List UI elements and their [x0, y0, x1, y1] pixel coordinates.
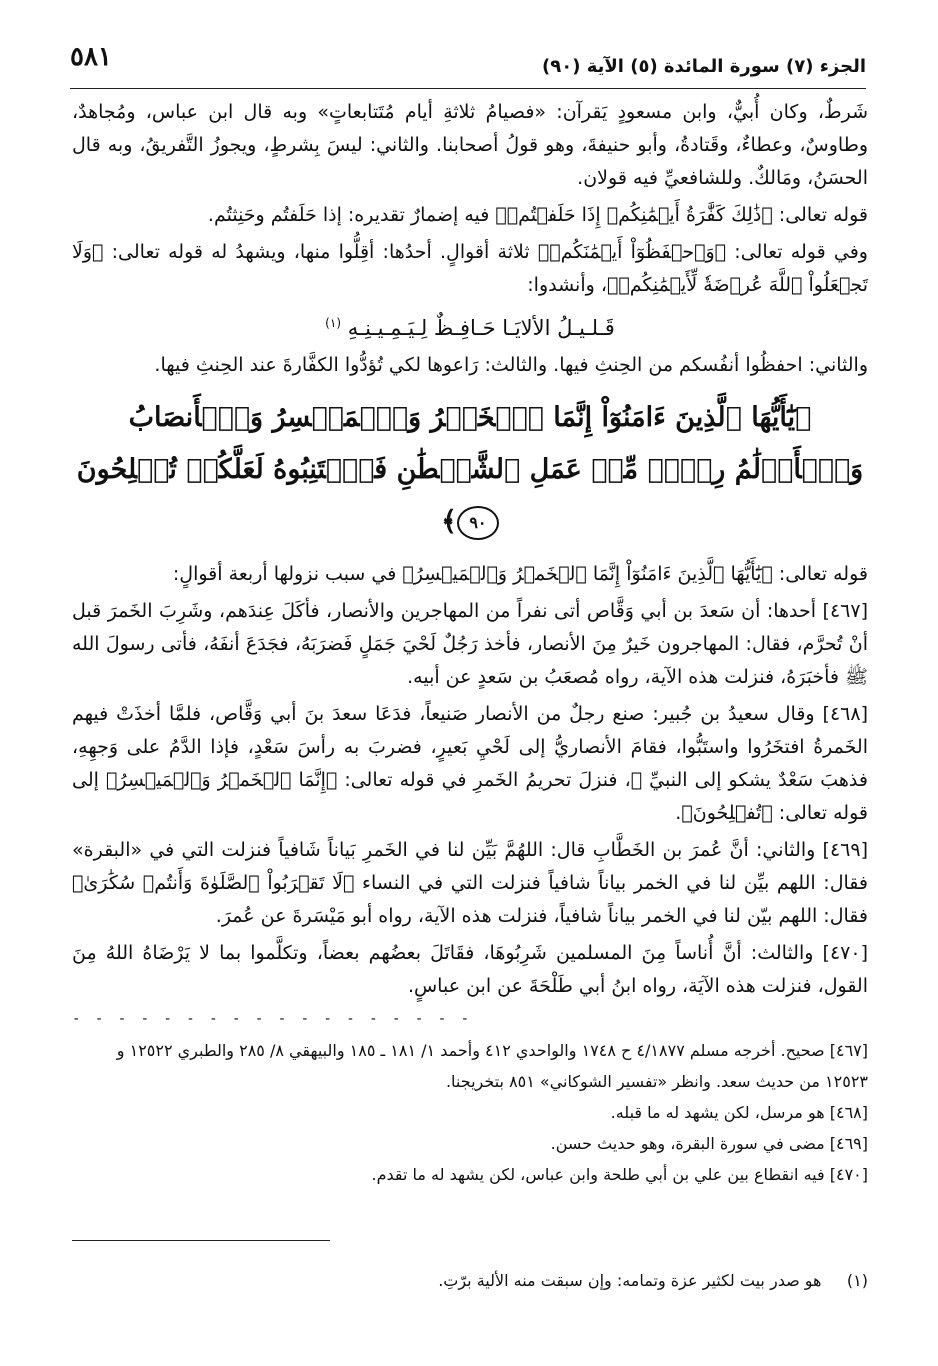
margin-note-marker: (١) [846, 1271, 868, 1290]
page-header [70, 42, 866, 89]
page-number: ٥٨١ [70, 42, 112, 72]
paragraph-470: [٤٧٠] والثالث: أنَّ أُناساً مِنَ المسلمين شَرِبُوهَا، فقَاتَلَ بعضُهم بعضاً، وتكلَّموا بما لا يَرْضَاهُ اللهُ مِنَ القول، فنزلت هذه الآيَة، رواه ابنُ أبي طَلْحَةَ عن ابن عباسٍ. [72, 942, 868, 997]
paragraph-467: [٤٦٧] أحدها: أن سَعدَ بن أبي وَقَّاص أتى نفراً من المهاجرين والأنصار، فأكَلَ عِندَهم، وشَرِبَ الخَمرَ قبل أنْ تُحرَّم، فقال: المهاجرون خَيرٌ مِنَ الأنصار، فأخذ رَجُلٌ لَحْيَ جَمَلٍ فَضرَبَهُ، فجَدَعَ أنفَهُ، فأتى رسولَ الله ﷺ فأخبَرَهُ، فنزلت هذه الآية، رواه مُصعَبُ بن سَعدٍ عن أبيه. [72, 600, 868, 688]
main-text [72, 96, 868, 1190]
paragraph-kaffara: قوله تعالى: ﴿ذَٰلِكَ كَفَّٰرَةُ أَيۡمَٰنِكُمۡ إِذَا حَلَفۡتُمۡ﴾ فيه إضمارٌ تقديره: إذا حَلَفتُم وحَنِثتُم. [207, 204, 868, 226]
paragraph-three-sayings: وفي قوله تعالى: ﴿وَٱحۡفَظُوٓاْ أَيۡمَٰنَكُمۡ﴾ ثلاثة أقوالٍ. أحدُها: أقِلُّوا منها، ويشهدُ له قوله تعالى: ﴿وَلَا تَجۡعَلُواْ ٱللَّهَ عُرۡضَةٗ لِّأَيۡمَٰنِكُمۡ﴾، وأنشدوا: [72, 241, 868, 296]
footnote-468: [٤٦٨] هو مرسل، لكن يشهد له ما قبله. [610, 1103, 868, 1122]
margin-note-rule [72, 1240, 330, 1241]
margin-note [72, 1266, 868, 1296]
paragraph-second-third: والثاني: احفظُوا أنفُسكم من الحِنثِ فيها. والثالث: رَاعوها لكي تُؤدُّوا الكفَّارةَ عند الحِنثِ فيها. [154, 354, 868, 376]
verse-close-bracket: ﴾ [441, 506, 457, 537]
paragraph-468: [٤٦٨] وقال سعيدُ بن جُبير: صنع رجلٌ من الأنصار صَنيعاً، فدَعَا سعدَ بنَ أبي وَقَّاص، فلمَّا أخذَتْ فيهم الخَمرةُ افتخَرُوا واستَبُّوا، فقامَ الأنصاريُّ إلى لَحْيِ بَعيرٍ، فضربَ به رأسَ سَعْدٍ، فإذا الدَّمُ على وَجهِهِ، فذهبَ سَعْدٌ يشكو إلى النبيِّ ﷺ، فنزلَ تحريمُ الخَمرِ في قوله تعالى: ﴿إِنَّمَا ٱلۡخَمۡرُ وَٱلۡمَيۡسِرُ﴾ إلى قوله تعالى: ﴿تُفۡلِحُونَ﴾. [72, 703, 868, 824]
poem-line [72, 306, 868, 345]
paragraph-conditions: شَرطٌ، وكان أُبيٌّ، وابن مسعودٍ يَقرآن: «فصيامُ ثلاثةِ أيام مُتَتابعاتٍ» وبه قال ابن عباس، ومُجاهدٌ، وطاوسٌ، وعطاءٌ، وقَتادةُ، وأبو حنيفةَ، وهو قولُ أصحابنا. والثاني: ليسَ بِشرطٍ، ويجوزُ التَّفريقُ، وبه قال الحسَنُ، ومَالكٌ. وللشافعيِّ فيه قولان. [72, 101, 868, 189]
footnote-467: [٤٦٧] صحيح. أخرجه مسلم ٤/١٨٧٧ ح ١٧٤٨ والواحدي ٤١٢ وأحمد ١/ ١٨١ ـ ١٨٥ والبيهقي ٨/ ٢٨٥ والطبري ١٢٥٢٢ و ١٢٥٢٣ من حديث سعد. وانظر «تفسير الشوكاني» ٨٥١ بتخريجنا. [116, 1041, 868, 1091]
footnote-marker: (١) [325, 316, 341, 330]
footnote-469: [٤٦٩] مضى في سورة البقرة، وهو حديث حسن. [550, 1134, 868, 1153]
footnotes [72, 1035, 868, 1190]
running-title: الجزء (٧) سورة المائدة (٥) الآية (٩٠) [541, 56, 866, 77]
verse-text: ﴿يَٰٓأَيُّهَا ٱلَّذِينَ ءَامَنُوٓاْ إِنَّمَا ٱلۡخَمۡرُ وَٱلۡمَيۡسِرُ وَٱلۡأَنصَابُ وَٱلۡأَزۡلَٰمُ رِجۡسٞ مِّنۡ عَمَلِ ٱلشَّيۡطَٰنِ فَٱجۡتَنِبُوهُ لَعَلَّكُمۡ تُفۡلِحُونَ [76, 402, 864, 485]
footnote-separator: - - - - - - - - - - - - - - - - - - [72, 1011, 473, 1027]
paragraph-revelation-causes: قوله تعالى: ﴿يَٰٓأَيُّهَا ٱلَّذِينَ ءَامَنُوٓاْ إِنَّمَا ٱلۡخَمۡرُ وَٱلۡمَيۡسِرُ﴾ في سبب نزولها أربعة أقوالٍ: [172, 563, 868, 585]
ayah-number-ornament: ٩٠ [457, 506, 499, 540]
poem-text: قَـلـيـلُ الألايَـا حَـافِـظٌ لِـيَـمِـيـنِـهِ [347, 316, 615, 340]
footnote-470: [٤٧٠] فيه انقطاع بين علي بن أبي طلحة وابن عباس، لكن يشهد له ما تقدم. [371, 1165, 868, 1184]
margin-note-text: هو صدر بيت لكثير عزة وتمامه: وإن سبقت منه الألية برّتِ. [438, 1271, 822, 1290]
paragraph-469: [٤٦٩] والثاني: أنَّ عُمرَ بن الخَطَّابِ قال: اللهُمَّ بَيِّن لنا في الخَمرِ بَياناً شَافياً فنزلت التي في «البقرة» فقال: اللهم بيِّن لنا في الخمر بياناً شافياً فنزلت التي في النساء ﴿لَا تَقۡرَبُواْ ٱلصَّلَوٰةَ وَأَنتُمۡ سُكَٰرَىٰ﴾ فقال: اللهم بيّن لنا في الخمر بياناً شافياً، فنزلت هذه الآية، رواه أبو مَيْسَرةَ عن عُمرَ. [72, 839, 868, 927]
quran-verse [72, 392, 868, 548]
